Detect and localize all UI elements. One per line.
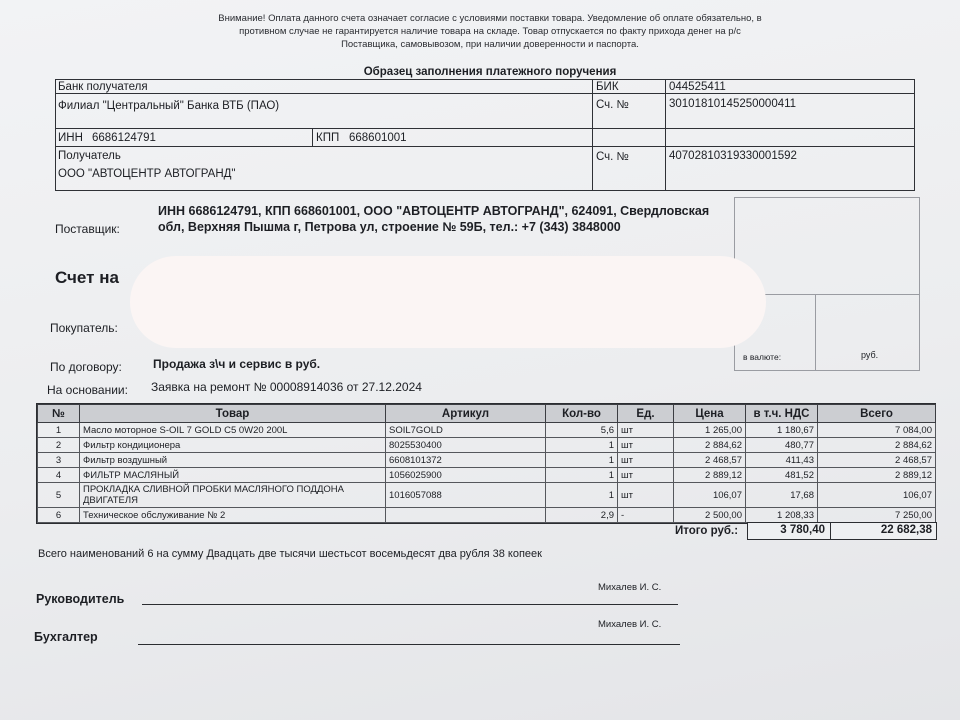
row-total: 2 889,12 [818,468,936,483]
row-article: 8025530400 [386,438,546,453]
row-price: 1 265,00 [674,423,746,438]
recipient-label: Получатель [58,150,121,162]
recipient-name: ООО "АВТОЦЕНТР АВТОГРАНД" [58,168,236,180]
supplier-details: ИНН 6686124791, КПП 668601001, ООО "АВТОЦЕНТР АВТОГРАНД", 624091, Свердловская обл, Верхняя Пышма г, Петрова ул, строение № 59Б, тел.: +7 (343) 3848000 [158,204,710,234]
row-number: 4 [38,468,80,483]
row-quantity: 1 [546,453,618,468]
contract-label: По договору: [50,360,122,374]
director-name: Михалев И. С. [598,582,662,593]
buyer-label: Покупатель: [50,321,118,335]
row-quantity: 1 [546,468,618,483]
redaction-overlay [130,256,766,348]
row-total: 7 084,00 [818,423,936,438]
row-product: Фильтр воздушный [80,453,386,468]
row-number: 3 [38,453,80,468]
accountant-signature-line [138,644,680,645]
row-total: 106,07 [818,483,936,508]
row-total: 2 468,57 [818,453,936,468]
header-price: Цена [674,405,746,423]
bank-label: Банк получателя [58,81,148,93]
row-unit: шт [618,483,674,508]
totals-label: Итого руб.: [675,525,739,537]
payment-notice: Внимание! Оплата данного счета означает согласие с условиями поставки товара. Уведомление об оплате обязательно, в противном случае не гарантируется наличие товара на складе. Товар отпускается по факту прихода денег на р/с Поставщика, самовывозом, при наличии доверенности и паспорта. [218,13,762,50]
row-number: 1 [38,423,80,438]
row-unit: шт [618,468,674,483]
row-number: 2 [38,438,80,453]
row-vat: 1 208,33 [746,508,818,523]
row-article: 6608101372 [386,453,546,468]
director-label: Руководитель [36,592,125,606]
row-vat: 480,77 [746,438,818,453]
table-row [38,483,936,508]
row-total: 2 884,62 [818,438,936,453]
row-unit: - [618,508,674,523]
table-row [38,468,936,483]
header-vat: в т.ч. НДС [746,405,818,423]
row-product: Техническое обслуживание № 2 [80,508,386,523]
contract-value: Продажа з\ч и сервис в руб. [153,357,321,371]
row-price: 2 500,00 [674,508,746,523]
row-product: Масло моторное S-OIL 7 GOLD C5 0W20 200L [80,423,386,438]
sum-in-words: Всего наименований 6 на сумму Двадцать две тысячи шестьсот восемьдесят два рубля 38 копеек [38,548,542,560]
row-number: 6 [38,508,80,523]
row-vat: 411,43 [746,453,818,468]
row-product: Фильтр кондиционера [80,438,386,453]
row-price: 106,07 [674,483,746,508]
kpp-value: 668601001 [349,132,407,144]
basis-value: Заявка на ремонт № 00008914036 от 27.12.2024 [151,380,422,394]
inn-label: ИНН [58,132,83,144]
row-vat: 17,68 [746,483,818,508]
header-total: Всего [818,405,936,423]
bik-label: БИК [596,81,619,93]
header-unit: Ед. [618,405,674,423]
row-article: 1016057088 [386,483,546,508]
row-quantity: 1 [546,438,618,453]
supplier-label: Поставщик: [55,222,120,236]
table-row [38,508,936,523]
bank-name: Филиал "Центральный" Банка ВТБ (ПАО) [58,100,280,112]
bik-value: 044525411 [669,81,726,93]
table-row [38,453,936,468]
totals-box [747,522,937,540]
bank-details-box [55,79,915,191]
director-signature-line [142,604,678,605]
row-vat: 481,52 [746,468,818,483]
row-number: 5 [38,483,80,508]
row-vat: 1 180,67 [746,423,818,438]
accountant-label: Бухгалтер [34,630,98,644]
payment-sample-title: Образец заполнения платежного поручения [363,66,617,78]
row-article [386,508,546,523]
totals-vat: 3 780,40 [780,524,825,536]
account-label: Сч. № [596,151,629,163]
row-price: 2 884,62 [674,438,746,453]
accountant-name: Михалев И. С. [598,619,662,630]
items-table [36,403,936,524]
row-unit: шт [618,423,674,438]
inn-value: 6686124791 [92,132,156,144]
row-product: ПРОКЛАДКА СЛИВНОЙ ПРОБКИ МАСЛЯНОГО ПОДДОНА ДВИГАТЕЛЯ [80,483,386,508]
totals-sum: 22 682,38 [880,524,932,536]
currency-value: руб. [861,350,879,360]
row-total: 7 250,00 [818,508,936,523]
row-quantity: 1 [546,483,618,508]
header-product: Товар [80,405,386,423]
kpp-label: КПП [316,132,340,144]
header-quantity: Кол-во [546,405,618,423]
row-quantity: 5,6 [546,423,618,438]
corr-account-value: 30101810145250000411 [669,98,797,110]
row-product: ФИЛЬТР МАСЛЯНЫЙ [80,468,386,483]
row-quantity: 2,9 [546,508,618,523]
row-unit: шт [618,438,674,453]
table-row [38,423,936,438]
row-unit: шт [618,453,674,468]
basis-label: На основании: [47,383,128,397]
items-header-row [38,405,936,423]
table-row [38,438,936,453]
row-article: 1056025900 [386,468,546,483]
row-price: 2 468,57 [674,453,746,468]
row-article: SOIL7GOLD [386,423,546,438]
row-price: 2 889,12 [674,468,746,483]
header-number: № [38,405,80,423]
corr-account-label: Сч. № [596,99,629,111]
invoice-title: Счет на [55,268,119,287]
currency-label: в валюте: [743,352,782,362]
header-article: Артикул [386,405,546,423]
account-value: 40702810319330001592 [669,150,797,162]
